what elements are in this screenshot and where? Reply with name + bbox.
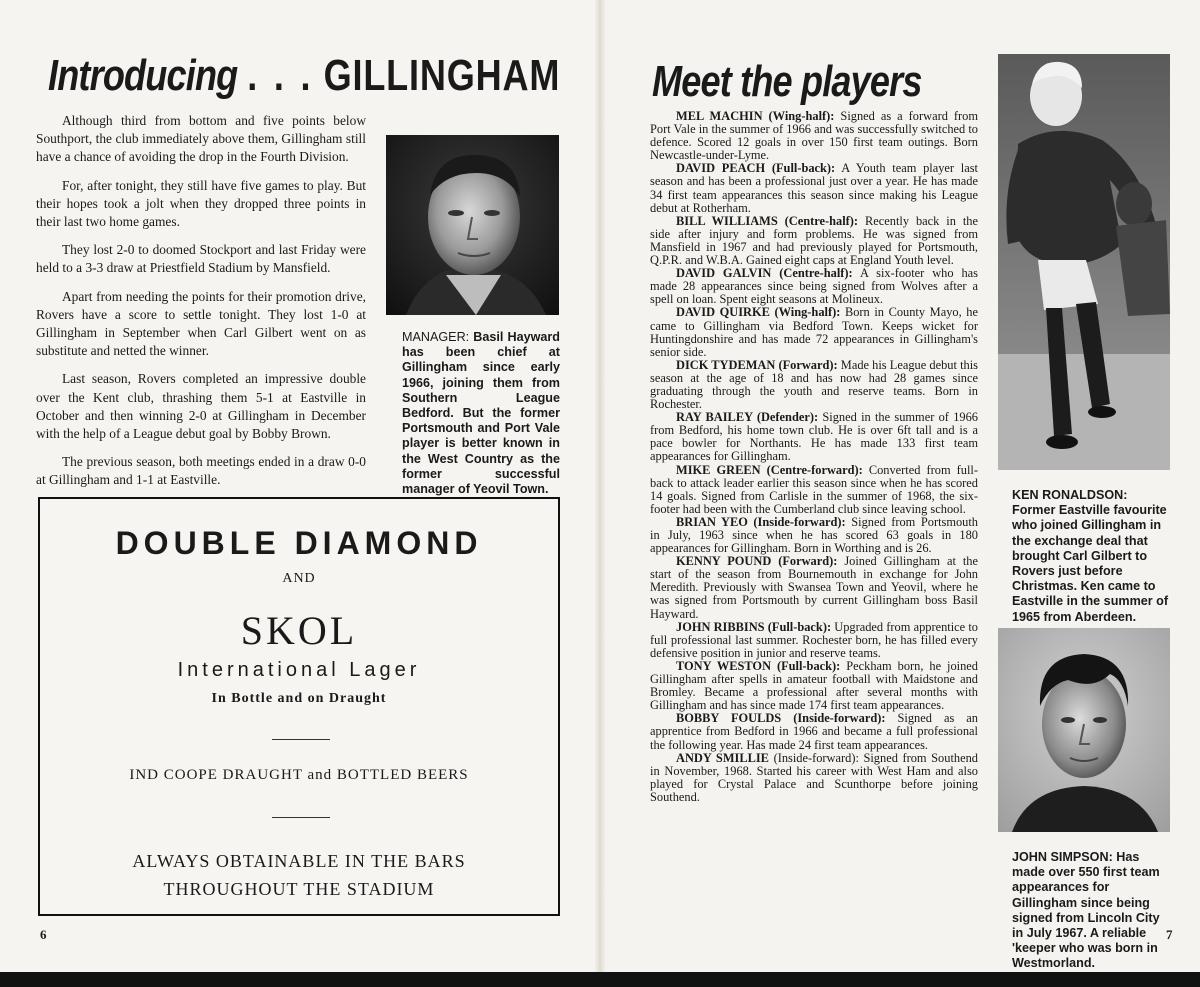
player-name: DAVID GALVIN (Centre-half): xyxy=(676,266,853,281)
manager-caption-text: Basil Hayward has been chief at Gillingham since early 1966, joining them from Southern League Bedford. But the former Portsmouth and Port Vale player is better known in the West Country as the former successful manager of Yeovil Town. xyxy=(402,330,560,497)
player-entry xyxy=(650,555,978,620)
player-name: DICK TYDEMAN (Forward): xyxy=(676,357,838,372)
player-bio: Signed from Portsmouth in July, 1963 since when he has scored 63 goals in 180 appearances for Gillingham. Born in Worthing and is 26. xyxy=(650,514,978,556)
advert-headline: DOUBLE DIAMOND xyxy=(115,525,483,561)
advert-product: International Lager xyxy=(177,659,421,681)
player-bio: Joined Gillingham at the start of the season from Bournemouth in exchange for John Meredith. Previously with Swansea Town and Yeovil, where he was signed from Portsmouth by current Gillingham boss Basil Hayward. xyxy=(650,554,978,621)
player-name: BILL WILLIAMS (Centre-half): xyxy=(676,213,859,228)
player-name: KENNY POUND (Forward): xyxy=(676,554,838,569)
player-entry xyxy=(650,359,978,411)
simpson-caption-text: Has made over 550 first team appearances for Gillingham since being signed from Lincoln City in July 1967. A reliable 'keeper who was born in Westmorland. xyxy=(1012,850,1160,971)
manager-caption xyxy=(402,330,560,497)
players-list xyxy=(650,110,978,804)
player-bio: Born in County Mayo, he came to Gillingham via Bedford Town. Keeps wicket for Huntingdonshire and has made 72 appearances in Gillingham's senior side. xyxy=(650,305,978,359)
advert-availability-line1: ALWAYS OBTAINABLE IN THE BARS xyxy=(132,851,466,871)
beer-advert xyxy=(38,497,560,916)
player-bio: Signed as a forward from Port Vale in the summer of 1966 and was successfully switched to defence. Scored 12 goals in over 150 first team outings. Born Newcastle-under-Lyme. xyxy=(650,109,978,163)
player-entry xyxy=(650,660,978,712)
player-bio: Peckham born, he joined Gillingham after spells in amateur football with Maidstone and Bromley. Became a professional after several months with Gillingham and has since made 174 first team appearances. xyxy=(650,658,978,713)
advert-availability-line2: THROUGHOUT THE STADIUM xyxy=(163,879,435,899)
advert-availability xyxy=(40,847,558,903)
ronaldson-photo xyxy=(998,54,1170,470)
title-introducing-word: Introducing xyxy=(48,51,238,100)
intro-paragraph: Last season, Rovers completed an impressive double over the Kent club, thrashing them 5-1 at Eastville in October and then winning 2-0 at Gillingham in December with the help of a League debut goal by Bobby Brown. xyxy=(36,371,366,442)
player-name: MEL MACHIN (Wing-half): xyxy=(676,109,835,123)
title-dots: . . . xyxy=(247,51,314,100)
player-entry xyxy=(650,516,978,555)
player-entry xyxy=(650,110,978,162)
player-bio: Upgraded from apprentice to full professional last summer. Rochester born, he has filled every defensive position in junior and reserve teams. xyxy=(650,619,978,660)
advert-brand: SKOL xyxy=(240,608,358,653)
player-bio: A six-footer who has made 28 appearances since being signed from Wolves after a spell on loan. Spent eight seasons at Molineux. xyxy=(650,266,978,307)
ronaldson-caption-text: Former Eastville favourite who joined Gillingham in the exchange deal that brought Carl Gilbert to Rovers just before Christmas. Ken came to Eastville in the summer of 1965 from Aberdeen. xyxy=(1012,503,1169,624)
player-entry xyxy=(650,162,978,214)
intro-paragraph: The previous season, both meetings ended in a draw 0-0 at Gillingham and 1-1 at Eastville. xyxy=(36,454,366,488)
intro-paragraph: For, after tonight, they still have five games to play. But their hopes took a jolt when they dropped three points in their last two home games. xyxy=(36,177,366,230)
ronaldson-caption xyxy=(1012,488,1172,625)
page-number-right: 7 xyxy=(1166,927,1173,942)
simpson-caption xyxy=(1012,850,1172,972)
player-name: JOHN RIBBINS (Full-back): xyxy=(676,619,832,634)
manager-caption-lead: MANAGER: xyxy=(402,330,470,344)
intro-article xyxy=(36,112,366,500)
player-bio: Signed as an apprentice from Bedford in 1966 and became a full professional the following year. Has made 24 first team appearances. xyxy=(650,711,978,752)
player-entry xyxy=(650,411,978,463)
player-entry xyxy=(650,712,978,751)
player-entry xyxy=(650,464,978,516)
simpson-photo xyxy=(998,628,1170,832)
player-bio: Made his League debut this season at the age of 18 and has now had 28 games since graduating through the youth and reserve teams. Born in Rochester. xyxy=(650,357,978,412)
player-name: BOBBY FOULDS (Inside-forward): xyxy=(676,711,886,726)
player-entry xyxy=(650,215,978,267)
advert-and: AND xyxy=(282,571,316,586)
player-name: RAY BAILEY (Defender): xyxy=(676,410,819,425)
player-bio: (Inside-forward): Signed from Southend in November, 1968. Started his career with West Ham and also played for Crystal Palace and Scunthorpe before joining Southend. xyxy=(650,750,978,804)
intro-paragraph: They lost 2-0 to doomed Stockport and last Friday were held to a 3-3 draw at Priestfield Stadium by Mansfield. xyxy=(36,242,366,276)
advert-divider-2 xyxy=(272,817,330,818)
title-club-name: GILLINGHAM xyxy=(323,51,561,100)
advert-serving: In Bottle and on Draught xyxy=(211,691,387,706)
intro-paragraph: Although third from bottom and five points below Southport, the club immediately above them, Gillingham still have a chance of avoiding the drop in the Fourth Division. xyxy=(36,113,366,165)
manager-photo xyxy=(386,135,559,315)
right-page xyxy=(600,0,1200,987)
player-bio: A Youth team player last season and has been a professional just over a year. He has made 34 first team appearances this season since making his League debut at Rotherham. xyxy=(650,161,978,215)
player-name: ANDY SMILLIE xyxy=(676,750,769,765)
title-meet-the-players: Meet the players xyxy=(652,57,922,106)
manager-portrait-image xyxy=(386,135,559,315)
advert-divider-1 xyxy=(272,739,330,740)
advert-beers: IND COOPE DRAUGHT and BOTTLED BEERS xyxy=(129,767,469,783)
page-title-introducing xyxy=(48,50,560,102)
player-bio: Recently back in the side after injury and form problems. He was signed from Mansfield in 1967 and had previously played for Portsmouth, Q.P.R. and W.B.A. Gained eight caps at England Youth level. xyxy=(650,213,978,268)
book-spine xyxy=(594,0,606,987)
player-bio: Converted from full-back to attack leader earlier this season since when he has scored 14 goals. Signed from Carlisle in the summer of 1968, the six-footer had been with the Cumberland club since leaving school. xyxy=(650,462,978,516)
player-entry xyxy=(650,621,978,660)
simpson-portrait-image xyxy=(998,628,1170,832)
player-entry xyxy=(650,306,978,358)
player-entry xyxy=(650,267,978,306)
page-title-meet-players xyxy=(652,56,922,108)
simpson-caption-lead: JOHN SIMPSON: xyxy=(1012,850,1113,864)
player-name: BRIAN YEO (Inside-forward): xyxy=(676,514,846,529)
player-entry xyxy=(650,752,978,804)
intro-paragraph: Apart from needing the points for their promotion drive, Rovers have a score to settle tonight. They lost 1-0 at Gillingham in September when Carl Gilbert went on as substitute and netted the winner. xyxy=(36,288,366,359)
player-name: TONY WESTON (Full-back): xyxy=(676,658,841,673)
player-name: MIKE GREEN (Centre-forward): xyxy=(676,462,863,477)
player-name: DAVID PEACH (Full-back): xyxy=(676,161,836,176)
page-number-left: 6 xyxy=(40,927,47,942)
ronaldson-caption-lead: KEN RONALDSON: xyxy=(1012,488,1128,502)
ronaldson-action-image xyxy=(998,54,1170,470)
scan-bottom-edge xyxy=(0,972,1200,987)
player-bio: Signed in the summer of 1966 from Bedford, his home town club. He is over 6ft tall and is a pace bowler for Northants. He has made 133 first team appearances for Gillingham. xyxy=(650,410,978,464)
player-name: DAVID QUIRKE (Wing-half): xyxy=(676,305,841,320)
